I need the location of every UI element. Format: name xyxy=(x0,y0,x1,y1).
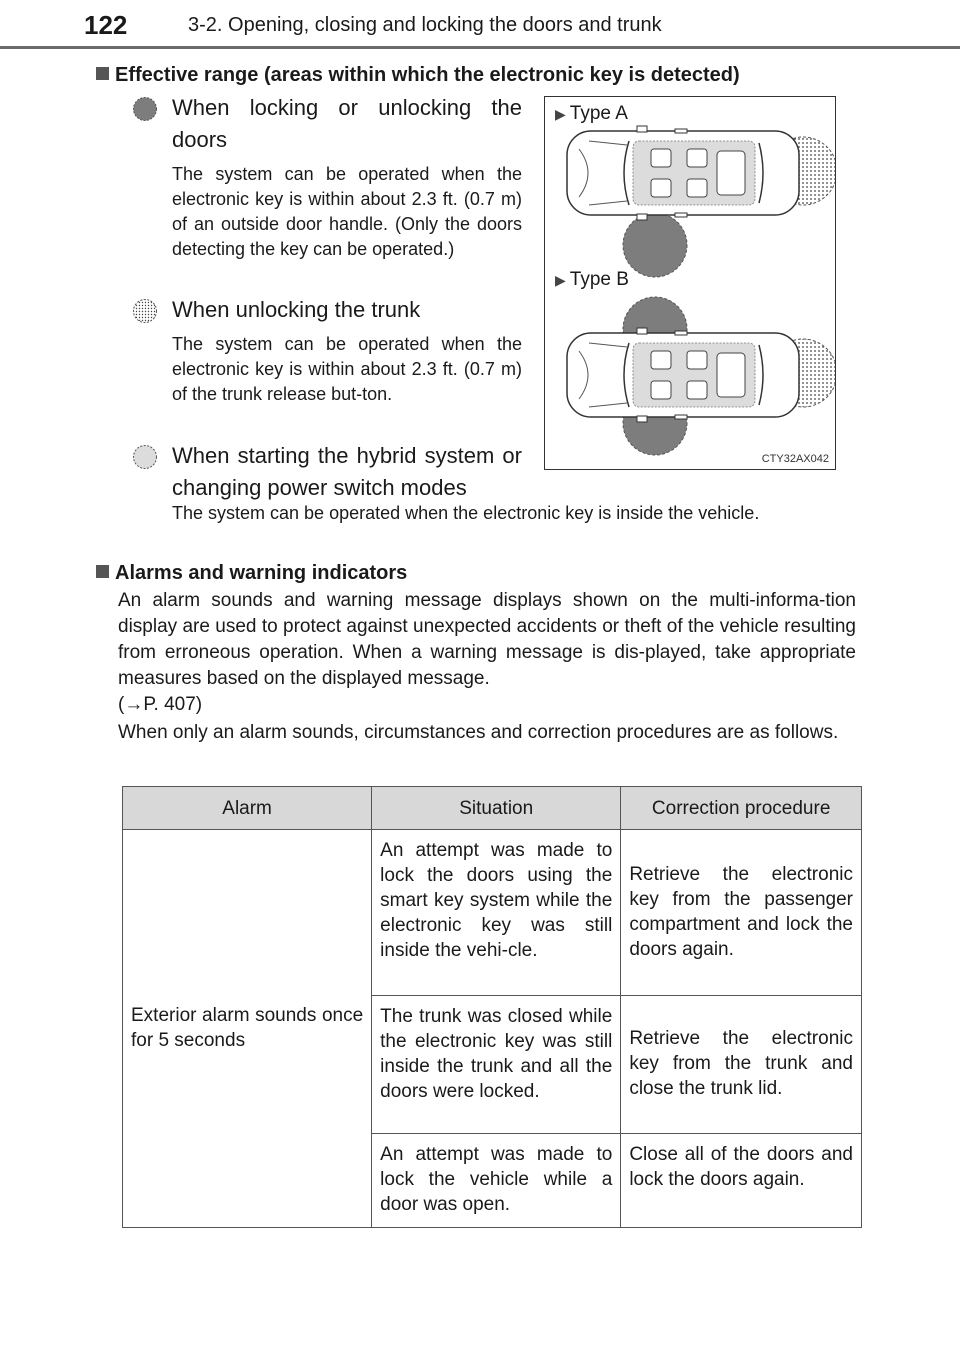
situation-cell: The trunk was closed while the electronic key was still inside the trunk and all the doors were locked. xyxy=(372,996,621,1134)
light-shaded-area-icon xyxy=(132,444,158,470)
page-reference: (→P. 407) xyxy=(118,694,203,715)
table-header-row xyxy=(123,787,862,830)
dark-shaded-area-icon xyxy=(132,96,158,122)
effective-range-heading-text: Effective range (areas within which the electronic key is detected) xyxy=(115,64,740,86)
legend-item-inside xyxy=(132,440,522,504)
legend-title-inside: When starting the hybrid system or changing power switch modes xyxy=(172,443,522,500)
alarms-heading-text: Alarms and warning indicators xyxy=(115,562,408,584)
legend-item-trunk xyxy=(132,294,522,407)
header-correction: Correction procedure xyxy=(621,787,862,830)
correction-cell: Close all of the doors and lock the doors again. xyxy=(621,1134,862,1228)
situation-cell: An attempt was made to lock the vehicle while a door was open. xyxy=(372,1134,621,1228)
square-bullet-icon xyxy=(96,565,109,578)
alarms-table xyxy=(122,786,862,1228)
legend-item-doors xyxy=(132,92,522,262)
legend-desc-inside: The system can be operated when the electronic key is inside the vehicle. xyxy=(172,503,760,523)
alarm-cell: Exterior alarm sounds once for 5 seconds xyxy=(123,830,372,1228)
legend-desc-doors: The system can be operated when the electronic key is within about 2.3 ft. (0.7 m) of an outside door handle. (Only the doors detecting the key can be operated.) xyxy=(172,164,522,259)
alarms-paragraph: An alarm sounds and warning message displays shown on the multi-informa-tion display are used to protect against unexpected accidents or theft of the vehicle resulting from erroneous operation. When a warning message is dis-played, take appropriate measures based on the displayed message. (→P. 407) xyxy=(118,590,856,715)
legend-title-trunk: When unlocking the trunk xyxy=(172,297,421,322)
legend-title-doors: When locking or unlocking the doors xyxy=(172,95,522,152)
legend-desc-trunk: The system can be operated when the electronic key is within about 2.3 ft. (0.7 m) of the trunk release but-ton. xyxy=(172,334,522,404)
vehicle-diagram xyxy=(545,97,835,469)
effective-range-heading xyxy=(96,64,740,87)
correction-cell: Retrieve the electronic key from the passenger compartment and lock the doors again. xyxy=(621,830,862,996)
arrow-right-icon: ▶ xyxy=(555,106,566,122)
dotted-area-icon xyxy=(132,298,158,324)
square-bullet-icon xyxy=(96,67,109,80)
alarms-heading xyxy=(96,562,407,585)
detection-range-figure xyxy=(544,96,836,470)
correction-cell: Retrieve the electronic key from the trunk and close the trunk lid. xyxy=(621,996,862,1134)
arrow-right-icon: ▶ xyxy=(555,272,566,288)
header-alarm: Alarm xyxy=(123,787,372,830)
section-title: 3-2. Opening, closing and locking the doors and trunk xyxy=(188,14,662,36)
alarms-paragraph-2: When only an alarm sounds, circumstances and correction procedures are as follows. xyxy=(118,722,839,743)
type-a-label: ▶ Type A xyxy=(555,103,628,124)
situation-cell: An attempt was made to lock the doors using the smart key system while the electronic key was still inside the vehi-cle. xyxy=(372,830,621,996)
table-row xyxy=(123,830,862,996)
type-b-label: ▶ Type B xyxy=(555,269,629,290)
header-situation: Situation xyxy=(372,787,621,830)
header-divider xyxy=(0,46,960,49)
page-header xyxy=(0,0,960,48)
page-number: 122 xyxy=(84,10,128,40)
figure-code: CTY32AX042 xyxy=(761,453,829,465)
